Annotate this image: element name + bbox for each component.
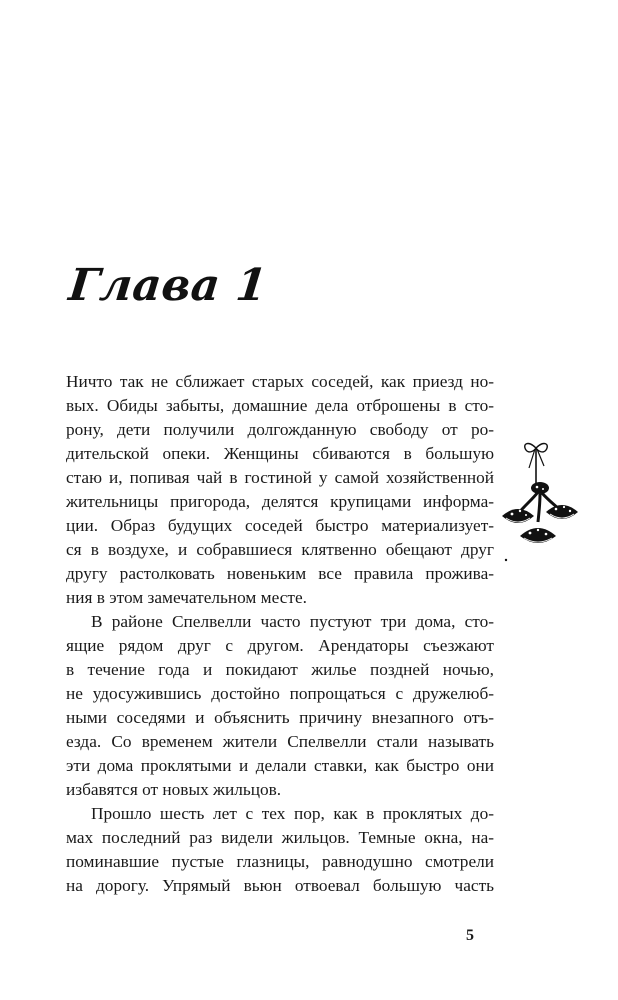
chapter-title: Глава 1 — [66, 260, 270, 311]
text-line: стаю и, попивая чай в гостиной у самой хозяйственной — [66, 468, 494, 487]
text-line: рону, дети получили долгожданную свободу от ро- — [66, 420, 494, 439]
text-line: эти дома проклятыми и делали ставки, как быстро они — [66, 756, 494, 775]
text-line: не удосужившись достойно попрощаться с дружелюб- — [66, 684, 494, 703]
text-line: ции. Образ будущих соседей быстро материализует- — [66, 516, 494, 535]
text-line: избавятся от новых жильцов. — [66, 780, 282, 799]
text-line: дительской опеки. Женщины сбиваются в большую — [66, 444, 494, 463]
text-line: вых. Обиды забыты, домашние дела отброшены в сто- — [66, 396, 494, 415]
text-line: В районе Спелвелли часто пустуют три дома, сто- — [91, 612, 494, 631]
text-line: в течение года и покидают жилье поздней ночью, — [66, 660, 494, 679]
text-line: Прошло шесть лет с тех пор, как в проклятых до- — [91, 804, 494, 823]
text-line: ящие рядом друг с другом. Арендаторы съезжают — [66, 636, 494, 655]
page-number: 5 — [466, 927, 474, 944]
text-line: ся в воздухе, и собравшиеся клятвенно обещают друг — [66, 540, 494, 559]
text-line: на дорогу. Упрямый вьюн отвоевал большую часть — [66, 876, 494, 895]
text-line: мах последний раз видели жильцов. Темные окна, на- — [66, 828, 494, 847]
text-line: ния в этом замечательном месте. — [66, 588, 307, 607]
text-line: поминавшие пустые глазницы, равнодушно смотрели — [66, 852, 494, 871]
text-line: ными соседями и объяснить причину внезапного отъ- — [66, 708, 494, 727]
hanging-mushrooms-icon — [494, 438, 580, 568]
text-line: Ничто так не сближает старых соседей, как приезд но- — [66, 372, 494, 391]
text-line: другу растолковать новеньким все правила прожива- — [66, 564, 494, 583]
text-line: езда. Со временем жители Спелвелли стали называть — [66, 732, 494, 751]
text-line: жительницы пригорода, делятся крупицами информа- — [66, 492, 494, 511]
